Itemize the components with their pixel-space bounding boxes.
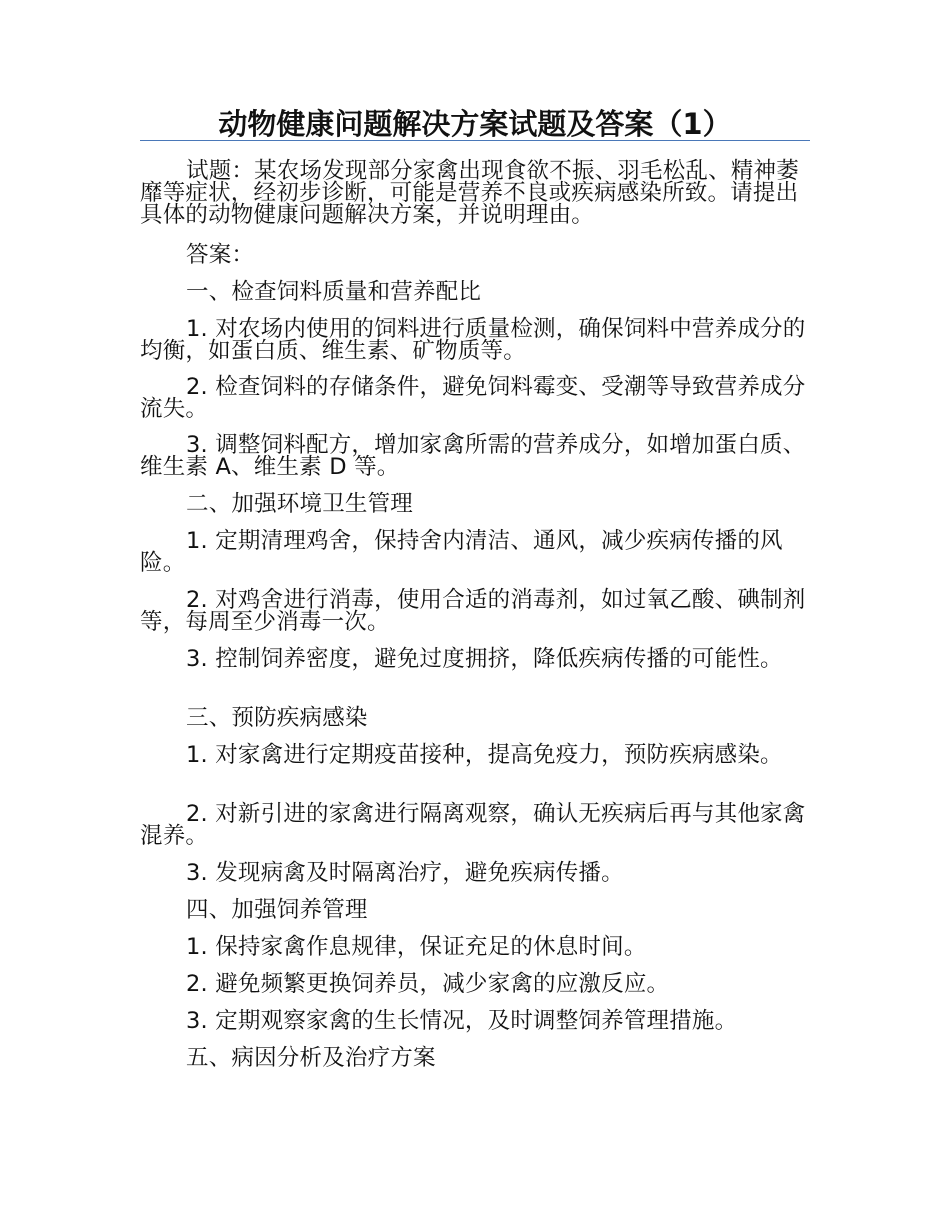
list-item: 3. 发现病禽及时隔离治疗，避免疾病传播。 bbox=[186, 860, 624, 886]
question-paragraph: 试题：某农场发现部分家禽出现食欲不振、羽毛松乱、精神萎靡等症状，经初步诊断，可能是营养不良或疾病感染所致。请提出具体的动物健康问题解决方案，并说明理由。 bbox=[140, 158, 799, 228]
section-heading-4: 四、加强饲养管理 bbox=[186, 897, 368, 923]
title-underline bbox=[140, 140, 810, 141]
list-item: 1. 定期清理鸡舍，保持舍内清洁、通风，减少疾病传播的风险。 bbox=[140, 528, 783, 576]
list-item: 1. 对家禽进行定期疫苗接种，提高免疫力，预防疾病感染。 bbox=[186, 742, 783, 768]
list-item: 1. 保持家禽作息规律，保证充足的休息时间。 bbox=[186, 934, 647, 960]
document-title: 动物健康问题解决方案试题及答案（1） bbox=[218, 107, 732, 141]
section-heading-1: 一、检查饲料质量和营养配比 bbox=[186, 279, 482, 305]
section-heading-5: 五、病因分析及治疗方案 bbox=[186, 1045, 436, 1071]
list-item: 3. 定期观察家禽的生长情况，及时调整饲养管理措施。 bbox=[186, 1008, 738, 1034]
list-item: 3. 调整饲料配方，增加家禽所需的营养成分，如增加蛋白质、维生素 A、维生素 D 等。 bbox=[140, 432, 806, 480]
answer-label: 答案： bbox=[186, 242, 255, 268]
section-heading-2: 二、加强环境卫生管理 bbox=[186, 491, 414, 517]
list-item: 2. 对鸡舍进行消毒，使用合适的消毒剂，如过氧乙酸、碘制剂等，每周至少消毒一次。 bbox=[140, 587, 806, 635]
list-item: 1. 对农场内使用的饲料进行质量检测，确保饲料中营养成分的均衡，如蛋白质、维生素、矿物质等。 bbox=[140, 316, 806, 364]
list-item: 3. 控制饲养密度，避免过度拥挤，降低疾病传播的可能性。 bbox=[186, 646, 783, 672]
list-item: 2. 检查饲料的存储条件，避免饲料霉变、受潮等导致营养成分流失。 bbox=[140, 374, 806, 422]
section-heading-3: 三、预防疾病感染 bbox=[186, 705, 368, 731]
list-item: 2. 避免频繁更换饲养员，减少家禽的应激反应。 bbox=[186, 971, 670, 997]
list-item: 2. 对新引进的家禽进行隔离观察，确认无疾病后再与其他家禽混养。 bbox=[140, 801, 806, 849]
